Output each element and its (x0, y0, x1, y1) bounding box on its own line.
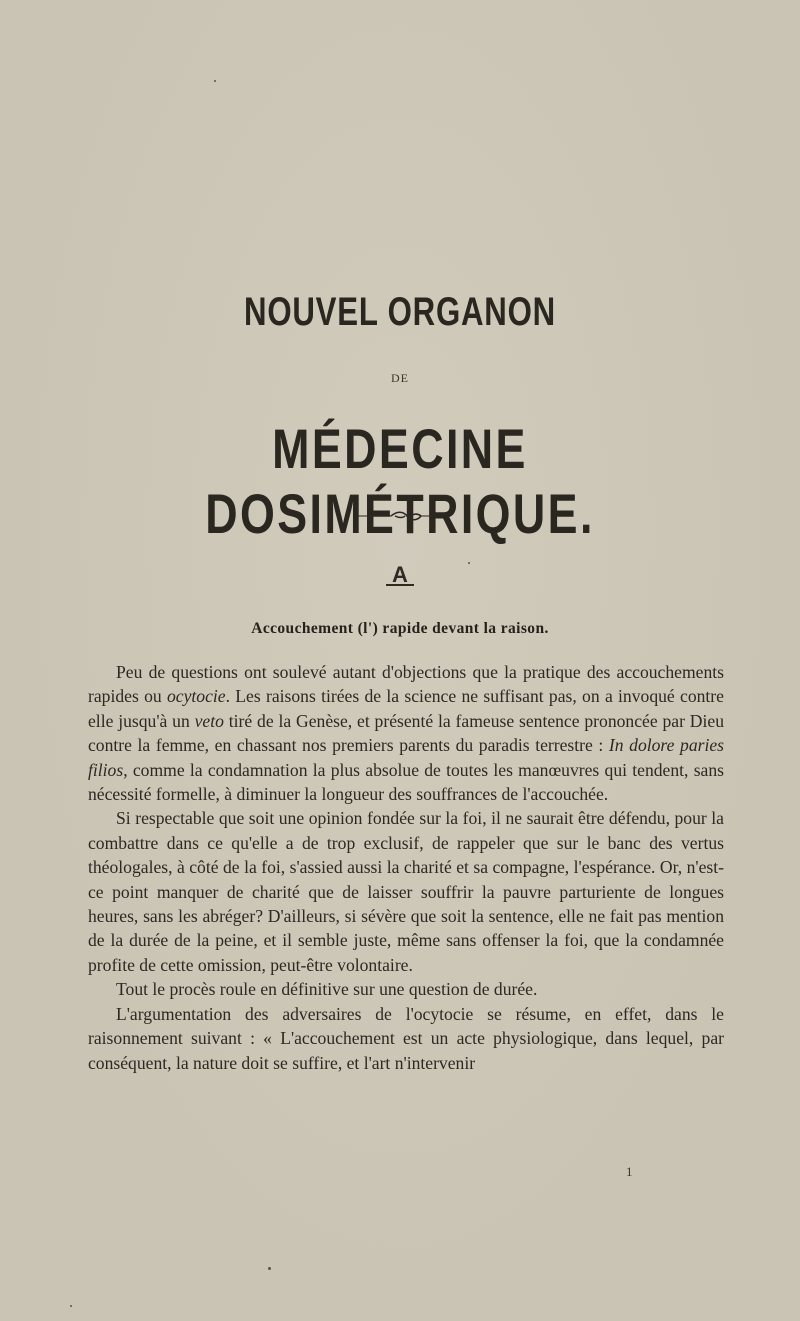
section-letter (0, 562, 800, 588)
italic-term: ocytocie (166, 686, 226, 707)
italic-term: veto (194, 710, 224, 731)
paper-speck (214, 80, 216, 82)
paragraph (88, 1002, 724, 1075)
paragraph (88, 660, 724, 806)
paper-speck (70, 1305, 72, 1307)
paragraph-text: Tout le procès roule en définitive sur une question de durée. (116, 979, 538, 1000)
paragraph-text: Peu de questions ont soulevé autant d'objections que la pratique des accouchements rapides ou (88, 662, 724, 707)
page-number: 1 (626, 1164, 633, 1179)
paragraph (88, 977, 724, 1001)
paper-speck (468, 562, 470, 564)
entry-title: Accouchement (l') rapide devant la raison. (251, 620, 549, 637)
body-text (88, 660, 724, 1075)
paragraph-text: Si respectable que soit une opinion fondée sur la foi, il ne saurait être défendu, pour la combattre dans ce qu'elle a de trop exclusif, de rappeler que sur le banc des vertus théologales, à côté de la foi, s'assied aussi la charité et sa compagne, l'espérance. Or, n'est-ce point manquer de charité que de laisser souffrir la pauvre parturiente de longues heures, sans les abréger? D'ailleurs, si sévère que soit la sentence, elle ne fait pas mention de la durée de la peine, et il semble juste, même sans offenser la foi, que la condamnée profite de cette omission, peut-être volontaire. (88, 808, 724, 975)
ornament-divider (355, 508, 451, 524)
italic-term: In dolore paries filios (88, 735, 725, 780)
paragraph-text: L'argumentation des adversaires de l'ocytocie se résume, en effet, dans le raisonnement suivant : « L'accouchement est un acte physiologique, dans lequel, par conséquent, la nature doit se suffire, et l'art n'intervenir (88, 1003, 724, 1073)
paper-speck (268, 1267, 271, 1270)
paragraph (88, 806, 724, 977)
section-letter-text: A (386, 566, 414, 586)
book-subtitle: MÉDECINE DOSIMÉTRIQUE. (205, 417, 595, 545)
paragraph-text: tiré de la Genèse, et présenté la fameuse sentence prononcée par Dieu contre la femme, en chassant nos premiers parents du paradis terrestre : (88, 710, 724, 756)
paragraph-text: , comme la condamnation la plus absolue de toutes les manœuvres qui tendent, sans nécessité formelle, à diminuer la longueur des souffrances de l'accouchée. (88, 759, 724, 805)
title-connector: DE (391, 371, 409, 385)
paragraph-text: . Les raisons tirées de la science ne suffisant pas, on a invoqué contre elle jusqu'à un (88, 686, 724, 731)
book-title: NOUVEL ORGANON (244, 290, 556, 334)
